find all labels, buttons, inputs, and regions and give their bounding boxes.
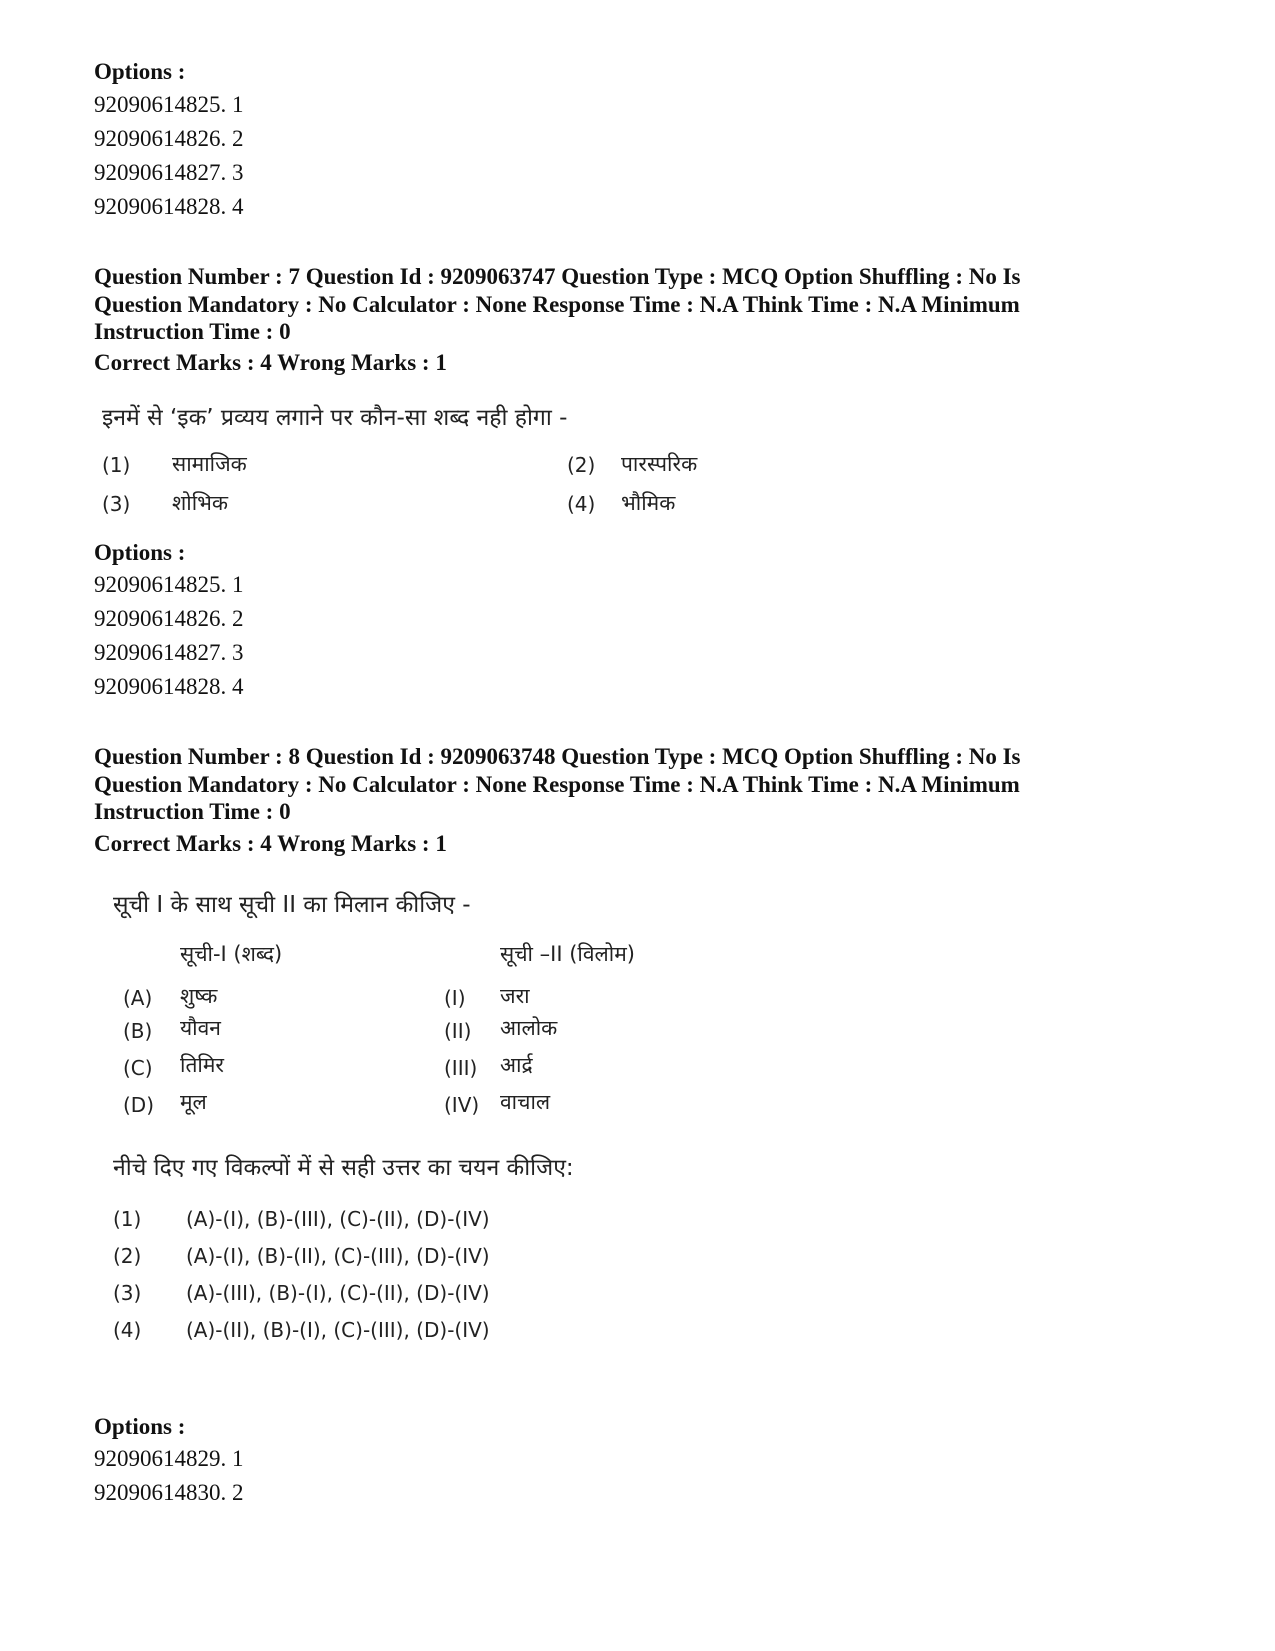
list-1-label: (A)	[123, 986, 153, 1010]
combination-text: (A)-(III), (B)-(I), (C)-(II), (D)-(IV)	[186, 1281, 490, 1305]
choice-text: भौमिक	[621, 491, 676, 515]
list-2-item: वाचाल	[500, 1090, 551, 1114]
options-list	[94, 1442, 244, 1510]
list-2-header: सूची –II (विलोम)	[500, 942, 635, 966]
question-8-instruction: नीचे दिए गए विकल्पों में से सही उत्तर का चयन कीजिए:	[113, 1155, 574, 1181]
options-label: Options :	[94, 1414, 186, 1439]
choice-text: पारस्परिक	[621, 452, 698, 476]
option-item: 92090614826. 2	[94, 606, 244, 631]
choice-text: सामाजिक	[172, 452, 247, 476]
combination-number: (2)	[113, 1244, 142, 1268]
option-item: 92090614825. 1	[94, 572, 244, 597]
options-list	[94, 568, 244, 704]
combination-text: (A)-(II), (B)-(I), (C)-(III), (D)-(IV)	[186, 1318, 490, 1342]
option-item: 92090614828. 4	[94, 194, 244, 219]
list-1-item: यौवन	[180, 1016, 221, 1040]
choice-number: (3)	[102, 492, 131, 516]
list-2-label: (III)	[444, 1056, 478, 1080]
option-item: 92090614826. 2	[94, 126, 244, 151]
list-1-item: मूल	[180, 1090, 207, 1114]
combination-number: (4)	[113, 1318, 142, 1342]
choice-number: (1)	[102, 453, 131, 477]
list-2-item: जरा	[500, 984, 530, 1008]
combination-text: (A)-(I), (B)-(II), (C)-(III), (D)-(IV)	[186, 1244, 490, 1268]
options-label: Options :	[94, 540, 186, 565]
list-2-item: आलोक	[500, 1016, 558, 1040]
question-7-marks: Correct Marks : 4 Wrong Marks : 1	[94, 350, 447, 375]
list-2-label: (I)	[444, 986, 466, 1010]
list-2-label: (II)	[444, 1019, 472, 1043]
question-8-marks: Correct Marks : 4 Wrong Marks : 1	[94, 831, 447, 856]
option-item: 92090614825. 1	[94, 92, 244, 117]
list-1-item: तिमिर	[180, 1053, 224, 1077]
combination-text: (A)-(I), (B)-(III), (C)-(II), (D)-(IV)	[186, 1207, 490, 1231]
list-1-label: (B)	[123, 1019, 153, 1043]
combination-number: (1)	[113, 1207, 142, 1231]
choice-number: (2)	[567, 453, 596, 477]
option-item: 92090614827. 3	[94, 640, 244, 665]
combination-number: (3)	[113, 1281, 142, 1305]
list-1-header: सूची-I (शब्द)	[180, 942, 283, 966]
options-label: Options :	[94, 59, 186, 84]
option-item: 92090614827. 3	[94, 160, 244, 185]
choice-number: (4)	[567, 492, 596, 516]
choice-text: शोभिक	[172, 491, 229, 515]
question-7-text: इनमें से ‘इक’ प्रव्यय लगाने पर कौन-सा शब्द नही होगा -	[102, 405, 568, 431]
list-2-item: आर्द्र	[500, 1053, 533, 1077]
list-1-label: (C)	[123, 1056, 153, 1080]
option-item: 92090614830. 2	[94, 1480, 244, 1505]
option-item: 92090614829. 1	[94, 1446, 244, 1471]
list-1-item: शुष्क	[180, 984, 218, 1008]
option-item: 92090614828. 4	[94, 674, 244, 699]
list-2-label: (IV)	[444, 1093, 480, 1117]
options-list	[94, 88, 244, 224]
question-8-meta: Question Number : 8 Question Id : 9209063748 Question Type : MCQ Option Shuffling : No Is Question Mandatory : No Calculator : None Response Time : N.A Think Time : N.A Minimum Instruction Time : 0	[94, 744, 1021, 824]
list-1-label: (D)	[123, 1093, 155, 1117]
question-7-meta: Question Number : 7 Question Id : 9209063747 Question Type : MCQ Option Shuffling : No Is Question Mandatory : No Calculator : None Response Time : N.A Think Time : N.A Minimum Instruction Time : 0	[94, 264, 1021, 344]
question-8-text: सूची I के साथ सूची II का मिलान कीजिए -	[113, 892, 471, 918]
